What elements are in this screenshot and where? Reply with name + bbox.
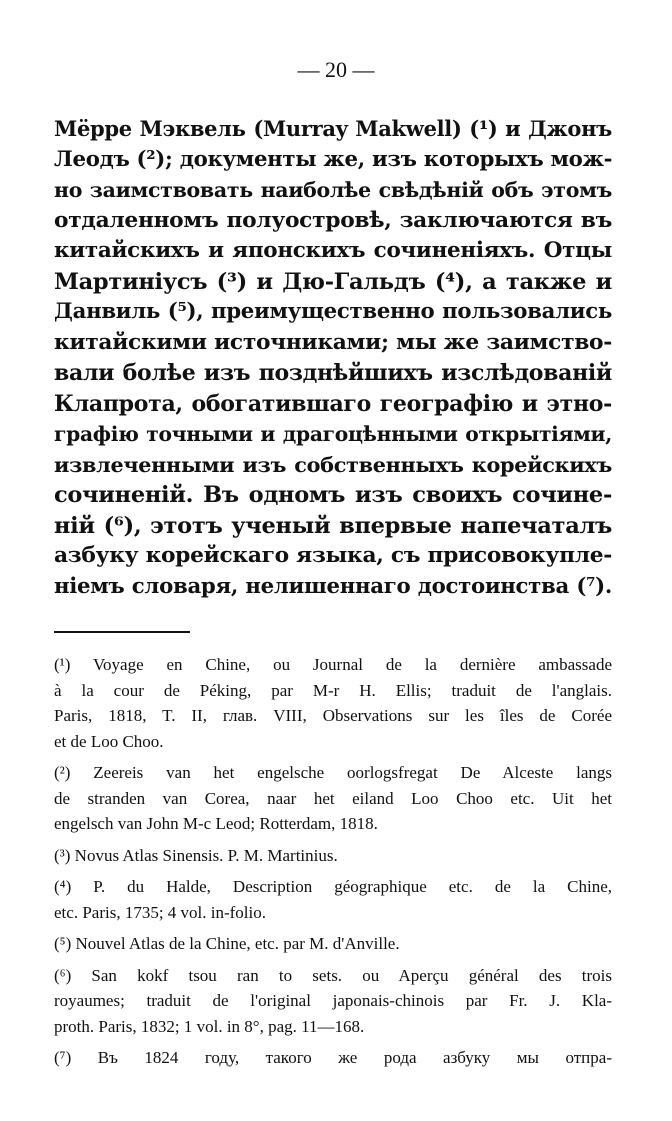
footnote-line: Paris, 1818, T. II, глав. VIII, Observations sur les îles de Corée: [54, 706, 612, 725]
footnote-line: de stranden van Corea, naar het eiland Loo Choo etc. Uit het: [54, 788, 612, 808]
main-text: [54, 114, 612, 602]
text-line: Данвиль (⁵), преимущественно пользовались: [54, 299, 612, 324]
text-line: Мёрре Мэквель (Murray Makwell) (¹) и Джонъ: [54, 116, 612, 141]
footnote-line: (⁶) San kokf tsou ran to sets. ou Aperçu général des trois: [54, 965, 612, 985]
text-line: азбуку корейскаго языка, съ присовокупле-: [54, 543, 612, 568]
footnote-line: proth. Paris, 1832; 1 vol. in 8°, pag. 11—168.: [54, 1016, 365, 1036]
footnote-line: (³) Novus Atlas Sinensis. P. M. Martinius.: [54, 845, 338, 865]
text-line: китайскими источниками; мы же заимство-: [54, 329, 612, 355]
text-line: сочиненій. Въ одномъ изъ своихъ сочине-: [54, 482, 612, 508]
footnote-7: [54, 1045, 612, 1071]
text-line: но заимствовать наиболѣе свѣдѣній объ этомъ: [54, 178, 612, 202]
footnotes: [54, 652, 612, 1077]
footnote-line: (²) Zeereis van het engelsche oorlogsfregat De Alceste langs: [54, 763, 612, 782]
footnote-4: [54, 874, 612, 925]
text-line: извлеченными изъ собственныхъ корейскихъ: [54, 452, 612, 477]
footnote-1: [54, 652, 612, 754]
footnote-2: [54, 760, 612, 837]
text-line: ній (⁶), этотъ ученый впервые напечаталъ: [54, 512, 612, 539]
footnote-6: [54, 963, 612, 1040]
footnote-line: à la cour de Péking, par M-r H. Ellis; traduit de l'anglais.: [54, 680, 612, 700]
footnote-5: [54, 931, 612, 957]
text-line: отдаленномъ полуостровѣ, заключаются въ: [54, 207, 612, 233]
footnote-line: etc. Paris, 1735; 4 vol. in-folio.: [54, 902, 267, 922]
text-line: Мартиніусъ (³) и Дю-Гальдъ (⁴), а также и: [54, 268, 612, 295]
footnote-line: (¹) Voyage en Chine, ou Journal de la dernière ambassade: [54, 655, 612, 674]
text-line: вали болѣе изъ позднѣйшихъ изслѣдованій: [54, 360, 612, 386]
text-line: графію точными и драгоцѣнными открытіями,: [54, 422, 612, 446]
text-line: Леодъ (²); документы же, изъ которыхъ мож-: [54, 146, 613, 172]
footnote-line: et de Loo Choo.: [54, 731, 164, 751]
page-number: — 20 —: [297, 57, 375, 82]
text-line: ніемъ словаря, нелишеннаго достоинства (⁷).: [54, 573, 612, 599]
footnote-line: (⁷) Въ 1824 году, такого же рода азбуку мы отпра-: [54, 1048, 612, 1067]
footnote-3: [54, 843, 612, 869]
footnote-line: (⁴) P. du Halde, Description géographique etc. de la Chine,: [54, 877, 612, 896]
footnote-divider: [54, 631, 190, 633]
footnote-line: engelsch van John M-c Leod; Rotterdam, 1818.: [54, 814, 378, 833]
text-line: Клапрота, обогатившаго географію и этно-: [54, 390, 612, 417]
text-line: китайскихъ и японскихъ сочиненіяхъ. Отцы: [54, 238, 612, 263]
footnote-line: royaumes; traduit de l'original japonais-chinois par Fr. J. Kla-: [54, 991, 612, 1010]
footnote-line: (⁵) Nouvel Atlas de la Chine, etc. par M. d'Anville.: [54, 934, 400, 953]
